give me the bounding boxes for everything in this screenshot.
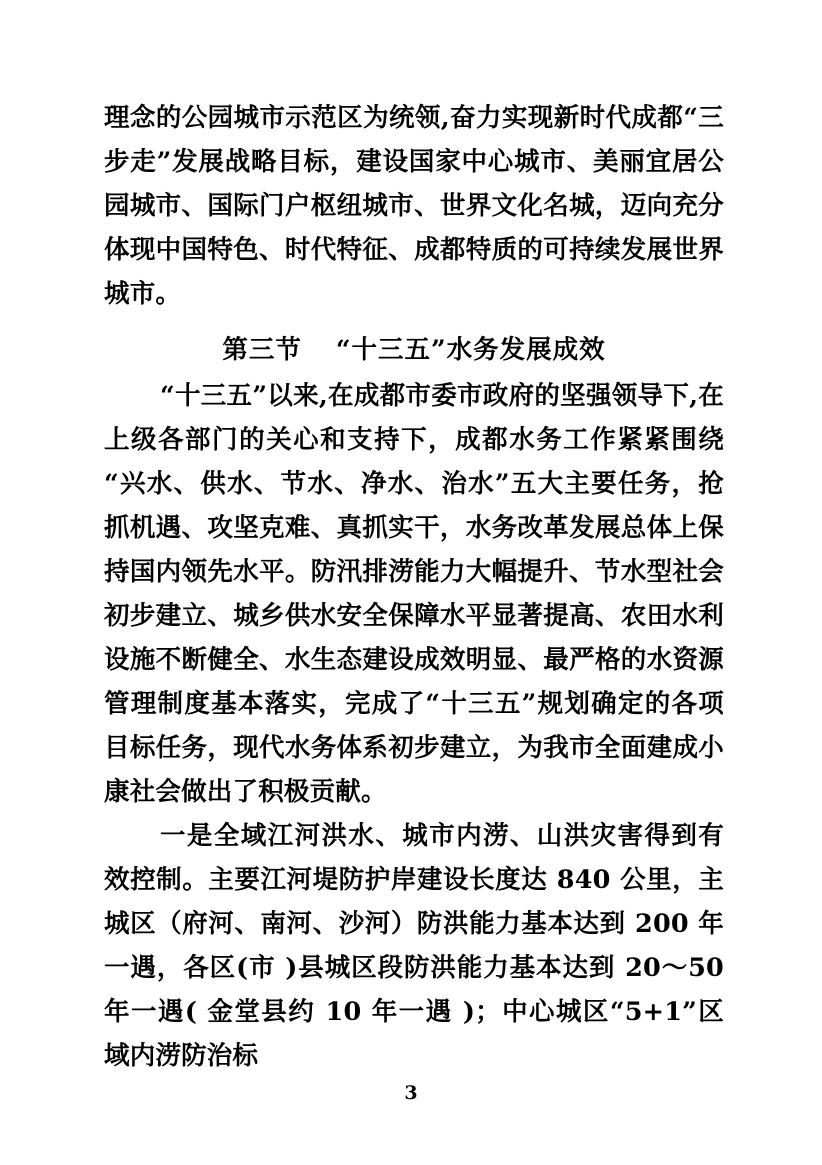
paragraph-item-one-flood-control: 一是全域江河洪水、城市内涝、山洪灾害得到有效控制。主要江河堤防护岸建设长度达 840 公里，主城区（府河、南河、沙河）防洪能力基本达到 200 年一遇，各区(市 )县城区段防洪能力基本达到 20～50 年一遇( 金堂县约 10 年一遇 )；中心城区“5+1”区域内涝防治标 xyxy=(104,821,724,1071)
section-heading-label: 第三节 xyxy=(222,335,302,365)
paragraph-achievements-overview: “十三五”以来,在成都市委市政府的坚强领导下,在上级各部门的关心和支持下，成都水务工作紧紧围绕“兴水、供水、节水、净水、治水”五大主要任务，抢抓机遇、攻坚克难、真抓实干，水务改革发展总体上保持国内领先水平。防汛排涝能力大幅提升、节水型社会初步建立、城乡供水安全保障水平显著提高、农田水利设施不断健全、水生态建设成效明显、最严格的水资源管理制度基本落实，完成了“十三五”规划确定的各项目标任务，现代水务体系初步建立，为我市全面建成小康社会做出了积极贡献。 xyxy=(104,381,724,807)
section-heading-title: “十三五”水务发展成效 xyxy=(335,335,606,365)
paragraph-continued-vision: 理念的公园城市示范区为统领,奋力实现新时代成都“三步走”发展战略目标，建设国家中心城市、美丽宜居公园城市、国际门户枢纽城市、世界文化名城，迈向充分体现中国特色、时代特征、成都特质的可持续发展世界城市。 xyxy=(104,103,724,309)
page-number: 3 xyxy=(404,1082,418,1104)
spacer xyxy=(104,316,724,322)
page-content xyxy=(104,96,724,1078)
section-heading xyxy=(104,328,724,372)
